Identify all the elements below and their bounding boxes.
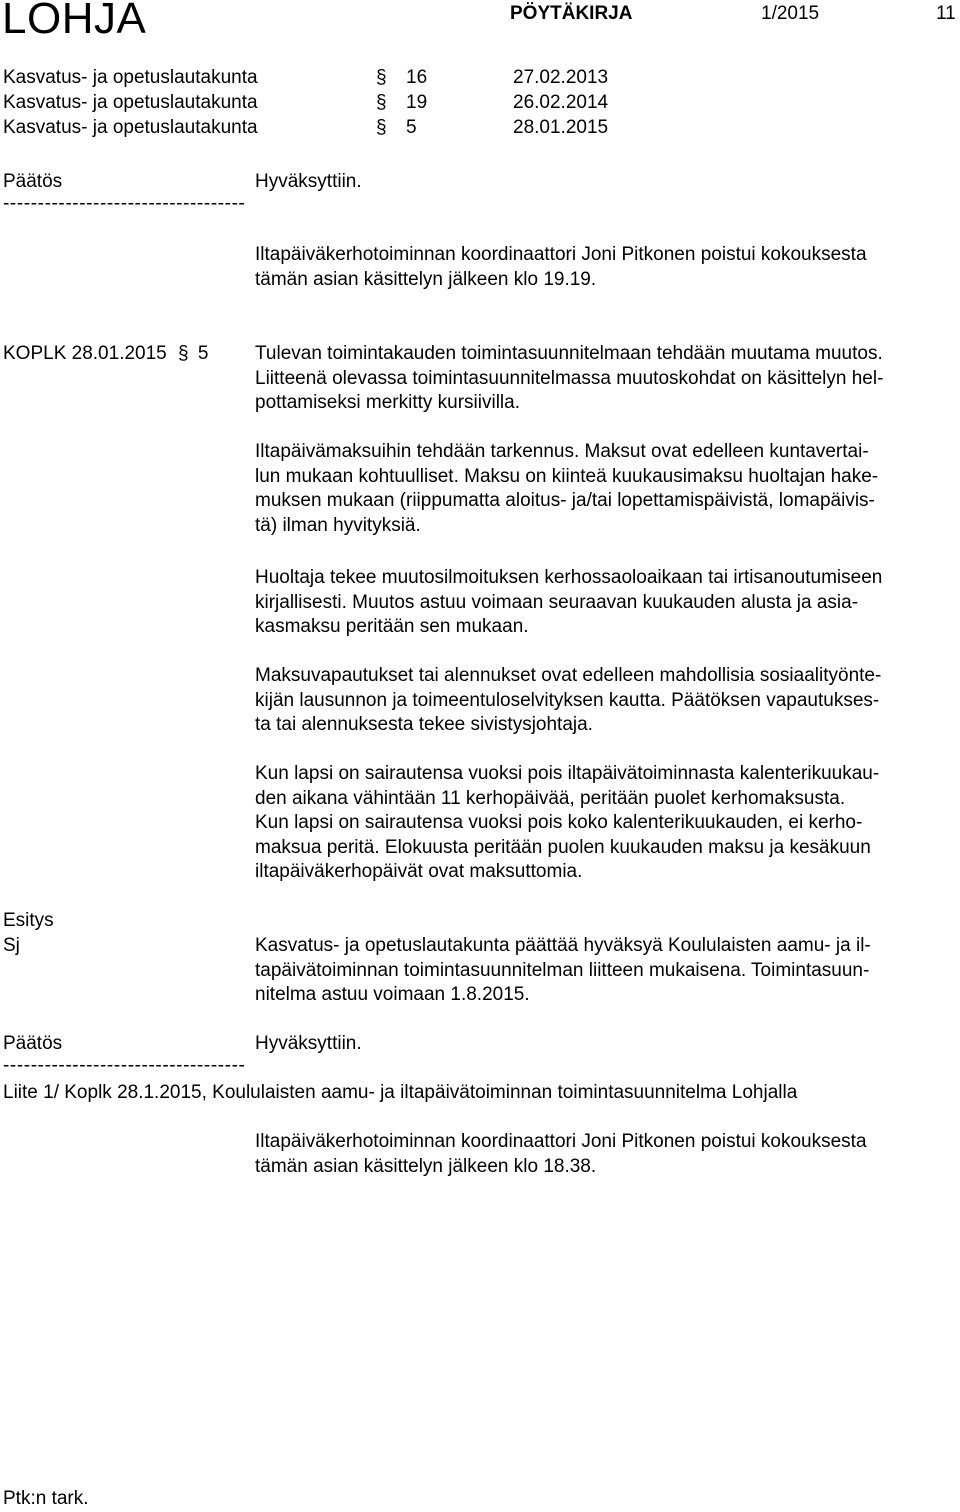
paragraph-line: ta tai alennuksesta tekee sivistysjohtaja. (255, 714, 593, 736)
note-line: Iltapäiväkerhotoiminnan koordinaattori Joni Pitkonen poistui kokouksesta (255, 244, 867, 265)
section-symbol: § (178, 343, 189, 364)
note-line: tämän asian käsittelyn jälkeen klo 18.38. (255, 1155, 597, 1177)
paragraph-line: kasmaksu peritään sen mukaan. (255, 616, 529, 638)
decision-label: Päätös (3, 171, 63, 192)
body-paragraph (255, 566, 955, 640)
departure-note (255, 243, 955, 292)
paragraph-line: Kun lapsi on sairautensa vuoksi pois iltapäivätoiminnasta kalenterikuukau- (255, 763, 880, 784)
decision-label: Päätös (3, 1033, 63, 1054)
paragraph-line: Maksuvapautukset tai alennukset ovat edelleen mahdollisia sosiaalityönte- (255, 665, 882, 686)
history-date: 26.02.2014 (513, 92, 609, 113)
paragraph-line: nitelma astuu voimaan 1.8.2015. (255, 984, 530, 1006)
lohja-logo: LOHJA (2, 0, 147, 43)
paragraph-line: den aikana vähintään 11 kerhopäivää, peritään puolet kerhomaksusta. (255, 787, 846, 809)
paragraph-line: Tulevan toimintakauden toimintasuunnitelmaan tehdään muutama muutos. (255, 343, 883, 364)
paragraph-line: tapäivätoiminnan toimintasuunnitelman liitteen mukaisena. Toimintasuun- (255, 959, 870, 981)
separator-line: ----------------------------------- (3, 193, 246, 214)
paragraph-line: kijän lausunnon ja toimeentuloselvityksen kautta. Päätöksen vapautukses- (255, 689, 880, 711)
decision-text: Hyväksyttiin. (255, 1033, 362, 1054)
paragraph-line: iltapäiväkerhopäivät ovat maksuttomia. (255, 861, 583, 883)
proposal-text (255, 934, 955, 1008)
footer-checker-note: Ptk:n tark. (3, 1488, 89, 1509)
paragraph-line: Liitteenä olevassa toimintasuunnitelmassa muutoskohdat on käsittelyn hel- (255, 367, 884, 389)
body-paragraph (255, 342, 955, 416)
attachment-reference: Liite 1/ Koplk 28.1.2015, Koululaisten aamu- ja iltapäivätoiminnan toimintasuunnitelma Lohjalla (3, 1082, 798, 1103)
paragraph-line: pottamiseksi merkitty kursiivilla. (255, 392, 520, 414)
paragraph-line: tä) ilman hyvityksiä. (255, 514, 421, 536)
section-symbol: § (376, 117, 387, 138)
section-symbol: § (376, 92, 387, 113)
departure-note (255, 1130, 955, 1179)
meeting-reference (3, 342, 208, 367)
paragraph-line: maksua peritä. Elokuusta peritään puolen kuukauden maksu ja kesäkuun (255, 836, 871, 858)
history-body: Kasvatus- ja opetuslautakunta (3, 67, 258, 88)
body-paragraph (255, 762, 955, 885)
section-number: 5 (197, 343, 209, 364)
document-type: PÖYTÄKIRJA (510, 3, 633, 24)
note-line: tämän asian käsittelyn jälkeen klo 19.19. (255, 268, 597, 290)
history-date: 28.01.2015 (513, 117, 609, 138)
history-row (3, 91, 723, 116)
meeting-reference-label: KOPLK 28.01.2015 (3, 343, 167, 364)
separator-line: ----------------------------------- (3, 1055, 246, 1076)
paragraph-line: lun mukaan kohtuulliset. Maksu on kiinteä kuukausimaksu huoltajan hake- (255, 465, 879, 487)
proposer-label: Sj (3, 935, 20, 956)
document-number: 1/2015 (761, 3, 820, 24)
paragraph-line: Kasvatus- ja opetuslautakunta päättää hyväksyä Koululaisten aamu- ja il- (255, 935, 871, 956)
note-line: Iltapäiväkerhotoiminnan koordinaattori Joni Pitkonen poistui kokouksesta (255, 1131, 867, 1152)
paragraph-line: muksen mukaan (riippumatta aloitus- ja/tai lopettamispäivistä, lomapäivis- (255, 490, 875, 512)
proposal-label: Esitys (3, 910, 54, 931)
history-date: 27.02.2013 (513, 67, 609, 88)
paragraph-line: Huoltaja tekee muutosilmoituksen kerhossaoloaikaan tai irtisanoutumiseen (255, 567, 883, 588)
paragraph-line: Iltapäivämaksuihin tehdään tarkennus. Maksut ovat edelleen kuntavertai- (255, 441, 869, 462)
history-body: Kasvatus- ja opetuslautakunta (3, 117, 258, 138)
section-symbol: § (376, 67, 387, 88)
body-paragraph (255, 440, 955, 538)
body-paragraph (255, 664, 955, 738)
paragraph-line: kirjallisesti. Muutos astuu voimaan seuraavan kuukauden alusta ja asia- (255, 591, 859, 613)
history-row (3, 66, 723, 91)
history-section-number: 5 (406, 117, 417, 138)
paragraph-line: Kun lapsi on sairautensa vuoksi pois koko kalenterikuukauden, ei kerho- (255, 812, 863, 834)
history-section-number: 19 (406, 92, 428, 113)
history-section-number: 16 (406, 67, 428, 88)
history-row (3, 116, 723, 141)
decision-text: Hyväksyttiin. (255, 171, 362, 192)
page-number: 11 (936, 3, 956, 24)
history-body: Kasvatus- ja opetuslautakunta (3, 92, 258, 113)
